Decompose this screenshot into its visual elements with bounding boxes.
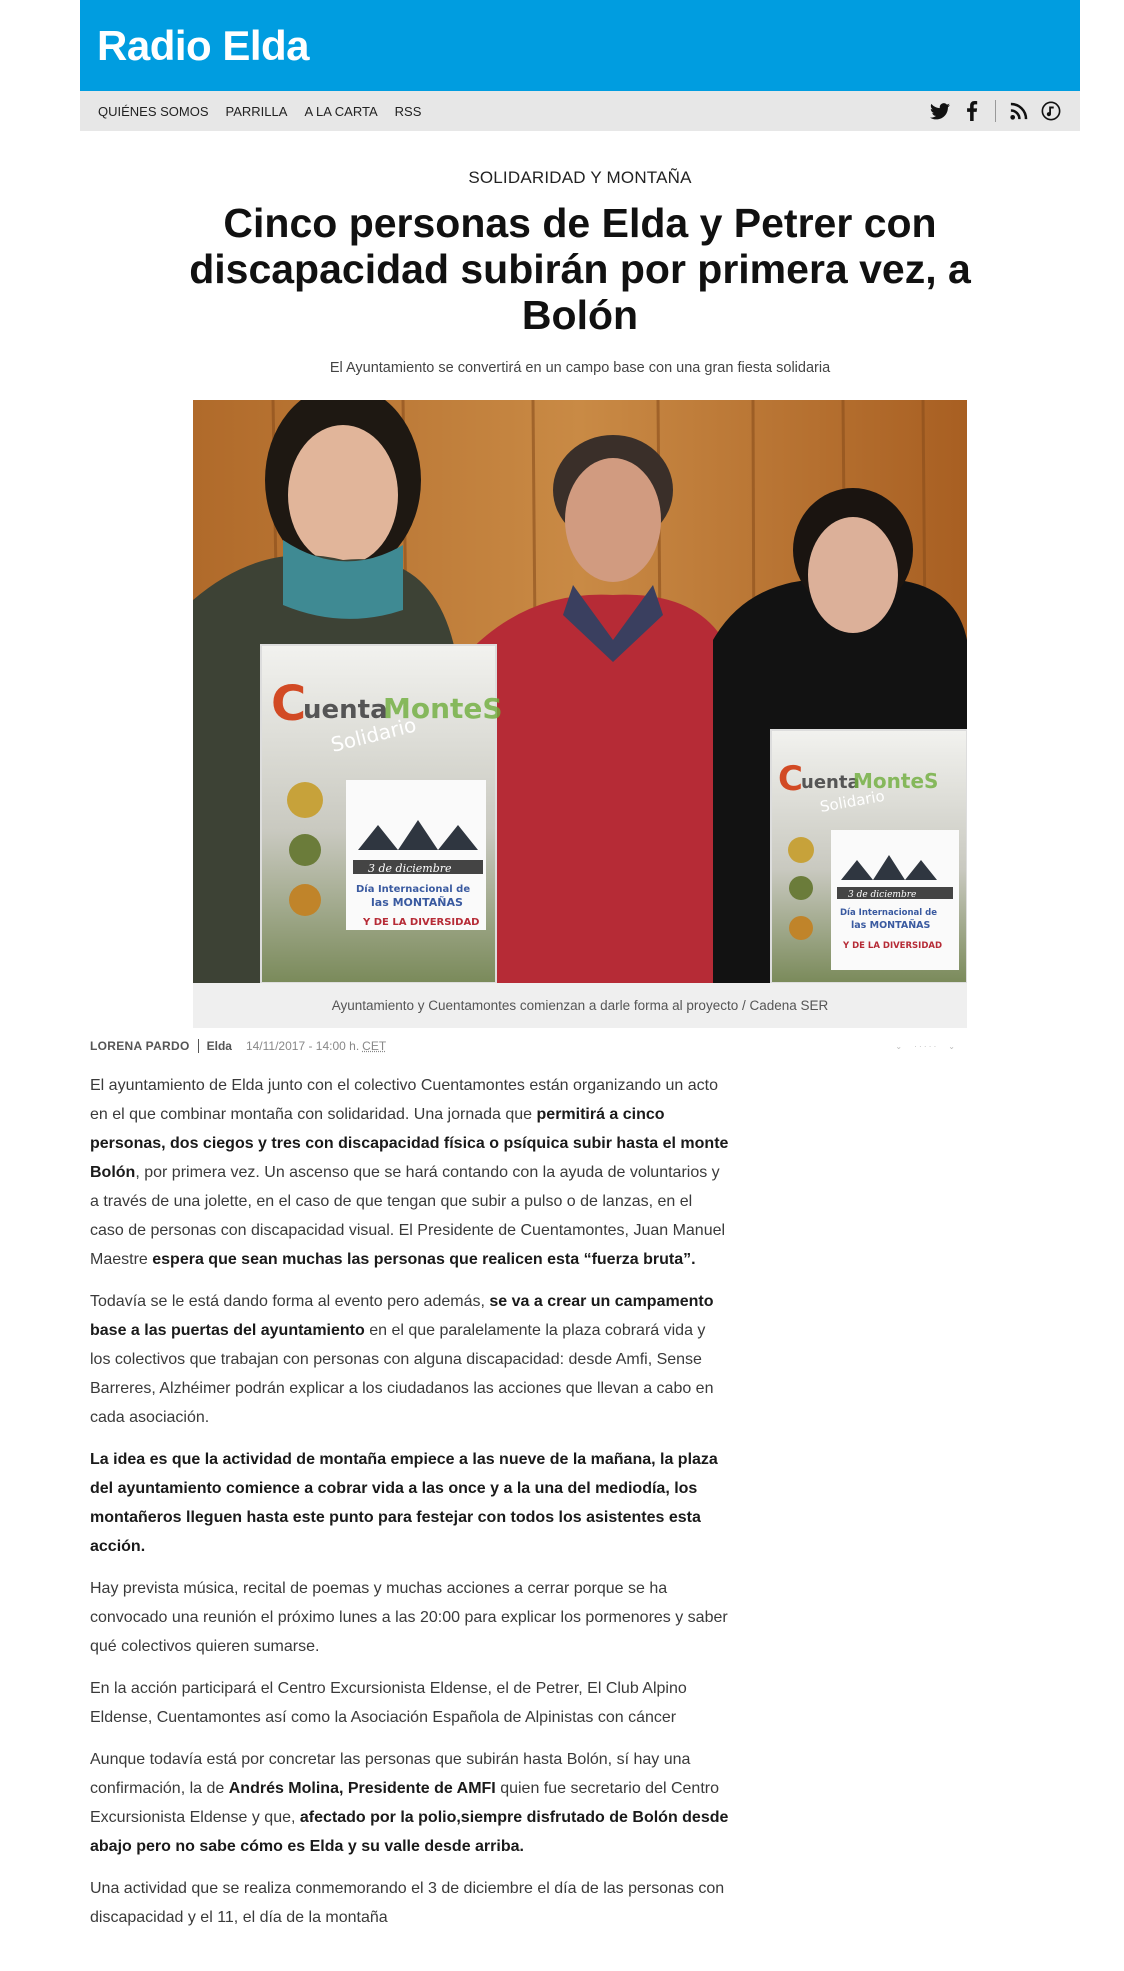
article-body: [90, 1071, 730, 1945]
paragraph-bold-run: permitirá a cinco personas, dos ciegos y tres con discapacidad física o psíquica subir hasta el monte Bolón: [90, 1106, 729, 1181]
paragraph-bold-run: se va a crear un campamento base a las puertas del ayuntamiento: [90, 1293, 714, 1339]
svg-text:las MONTAÑAS: las MONTAÑAS: [371, 896, 463, 909]
site-container: [80, 0, 1080, 1926]
site-header: [80, 0, 1080, 91]
social-links: [929, 100, 1062, 122]
svg-text:3 de diciembre: 3 de diciembre: [848, 890, 917, 900]
article-photo: [193, 400, 967, 983]
nav-item-a-la-carta[interactable]: A LA CARTA: [304, 103, 378, 119]
svg-text:uenta: uenta: [801, 772, 860, 793]
paragraph-run: en el que paralelamente la plaza cobrará vida y los colectivos que trabajan con personas con alguna discapacidad: desde Amfi, Sense Barreres, Alzhéimer podrán explicar a los ciudadanos las acciones que llevan a cabo en cada asociación.: [90, 1322, 714, 1426]
article-paragraph: [90, 1574, 730, 1661]
article-timezone: CET: [362, 1039, 387, 1053]
paragraph-run: Una actividad que se realiza conmemorando el 3 de diciembre el día de las personas con discapacidad y el 11, el día de la montaña: [90, 1880, 725, 1926]
nav-item-rss[interactable]: RSS: [394, 103, 422, 119]
paragraph-run: , por primera vez. Un ascenso que se hará contando con la ayuda de voluntarios y a través de una jolette, en el caso de que tengan que subir a pulso o de lanzas, en el caso de personas con discapacidad visual. El Presidente de Cuentamontes, Juan Manuel Maestre: [90, 1164, 726, 1268]
facebook-icon[interactable]: [961, 100, 983, 122]
more-icon[interactable]: · · · · ·: [914, 1041, 937, 1051]
article-paragraph: [90, 1745, 730, 1861]
paragraph-bold-run: afectado por la polio,siempre disfrutado de Bolón desde abajo pero no sabe cómo es Elda y su valle desde arriba.: [90, 1809, 729, 1855]
svg-text:Solidario: Solidario: [328, 712, 419, 757]
article-subhead: El Ayuntamiento se convertirá en un campo base con una gran fiesta solidaria: [329, 360, 831, 376]
chevron-down-icon[interactable]: ⌄: [895, 1041, 903, 1051]
svg-text:C: C: [778, 759, 803, 799]
article-section-label[interactable]: SOLIDARIDAD Y MONTAÑA: [468, 168, 692, 187]
svg-text:MonteS: MonteS: [383, 692, 503, 725]
article-byline: [90, 1039, 967, 1053]
chevron-down-icon[interactable]: ⌄: [948, 1041, 955, 1051]
rss-icon[interactable]: [1008, 100, 1030, 122]
article-paragraph: [90, 1674, 730, 1732]
article-headline: Cinco personas de Elda y Petrer con discapacidad subirán por primera vez, a Bolón: [189, 200, 971, 338]
social-divider: [995, 100, 996, 122]
svg-text:uenta: uenta: [303, 695, 388, 725]
paragraph-run: En la acción participará el Centro Excursionista Eldense, el de Petrer, El Club Alpino Eldense, Cuentamontes así como la Asociación Española de Alpinistas con cáncer: [90, 1680, 687, 1726]
byline-divider: [198, 1039, 199, 1053]
svg-text:C: C: [271, 676, 307, 732]
paragraph-bold-run: Andrés Molina, Presidente de AMFI: [228, 1780, 496, 1797]
paragraph-bold-run: La idea es que la actividad de montaña empiece a las nueve de la mañana, la plaza del ayuntamiento comience a cobrar vida a las once y a la una del mediodía, los montañeros lleguen hasta este punto para festejar con todos los asistentes esta acción.: [90, 1451, 718, 1555]
photo-caption: Ayuntamiento y Cuentamontes comienzan a darle forma al proyecto / Cadena SER: [193, 983, 967, 1028]
svg-text:3 de diciembre: 3 de diciembre: [368, 862, 452, 875]
article-location: Elda: [206, 1039, 232, 1053]
paragraph-run: quien fue secretario del Centro Excursionista Eldense y que,: [90, 1780, 719, 1826]
article-paragraph: [90, 1874, 730, 1932]
main-nav: [80, 91, 1080, 131]
paragraph-run: El ayuntamiento de Elda junto con el colectivo Cuentamontes están organizando un acto en el que combinar montaña con solidaridad. Una jornada que: [90, 1077, 718, 1123]
article-paragraph: [90, 1445, 730, 1561]
paragraph-run: Hay prevista música, recital de poemas y muchas acciones a cerrar porque se ha convocado una reunión el próximo lunes a las 20:00 para explicar los pormenores y saber qué colectivos quieren sumarse.: [90, 1580, 728, 1655]
article-tools: [895, 1042, 967, 1051]
twitter-icon[interactable]: [929, 100, 951, 122]
svg-text:las MONTAÑAS: las MONTAÑAS: [851, 920, 931, 931]
article-paragraph: [90, 1287, 730, 1432]
podcast-icon[interactable]: [1040, 100, 1062, 122]
svg-text:Día Internacional de: Día Internacional de: [840, 908, 937, 918]
svg-text:Día Internacional de: Día Internacional de: [356, 884, 471, 895]
site-logo[interactable]: Radio Elda: [97, 21, 310, 69]
svg-text:Y DE LA DIVERSIDAD: Y DE LA DIVERSIDAD: [843, 941, 943, 951]
paragraph-run: Aunque todavía está por concretar las personas que subirán hasta Bolón, sí hay una confirmación, la de: [90, 1751, 691, 1797]
article-paragraph: [90, 1071, 730, 1274]
nav-item-parrilla[interactable]: PARRILLA: [225, 103, 288, 119]
article-datetime: 14/11/2017 - 14:00 h.: [245, 1039, 360, 1053]
paragraph-run: Todavía se le está dando forma al evento pero además,: [90, 1293, 490, 1310]
author-name[interactable]: LORENA PARDO: [90, 1039, 190, 1053]
svg-text:Y DE LA DIVERSIDAD: Y DE LA DIVERSIDAD: [363, 917, 480, 928]
nav-item-quienes-somos[interactable]: QUIÉNES SOMOS: [98, 103, 209, 119]
svg-text:MonteS: MonteS: [853, 769, 939, 793]
svg-text:Solidario: Solidario: [818, 786, 886, 816]
paragraph-bold-run: espera que sean muchas las personas que realicen esta “fuerza bruta”.: [152, 1251, 696, 1268]
